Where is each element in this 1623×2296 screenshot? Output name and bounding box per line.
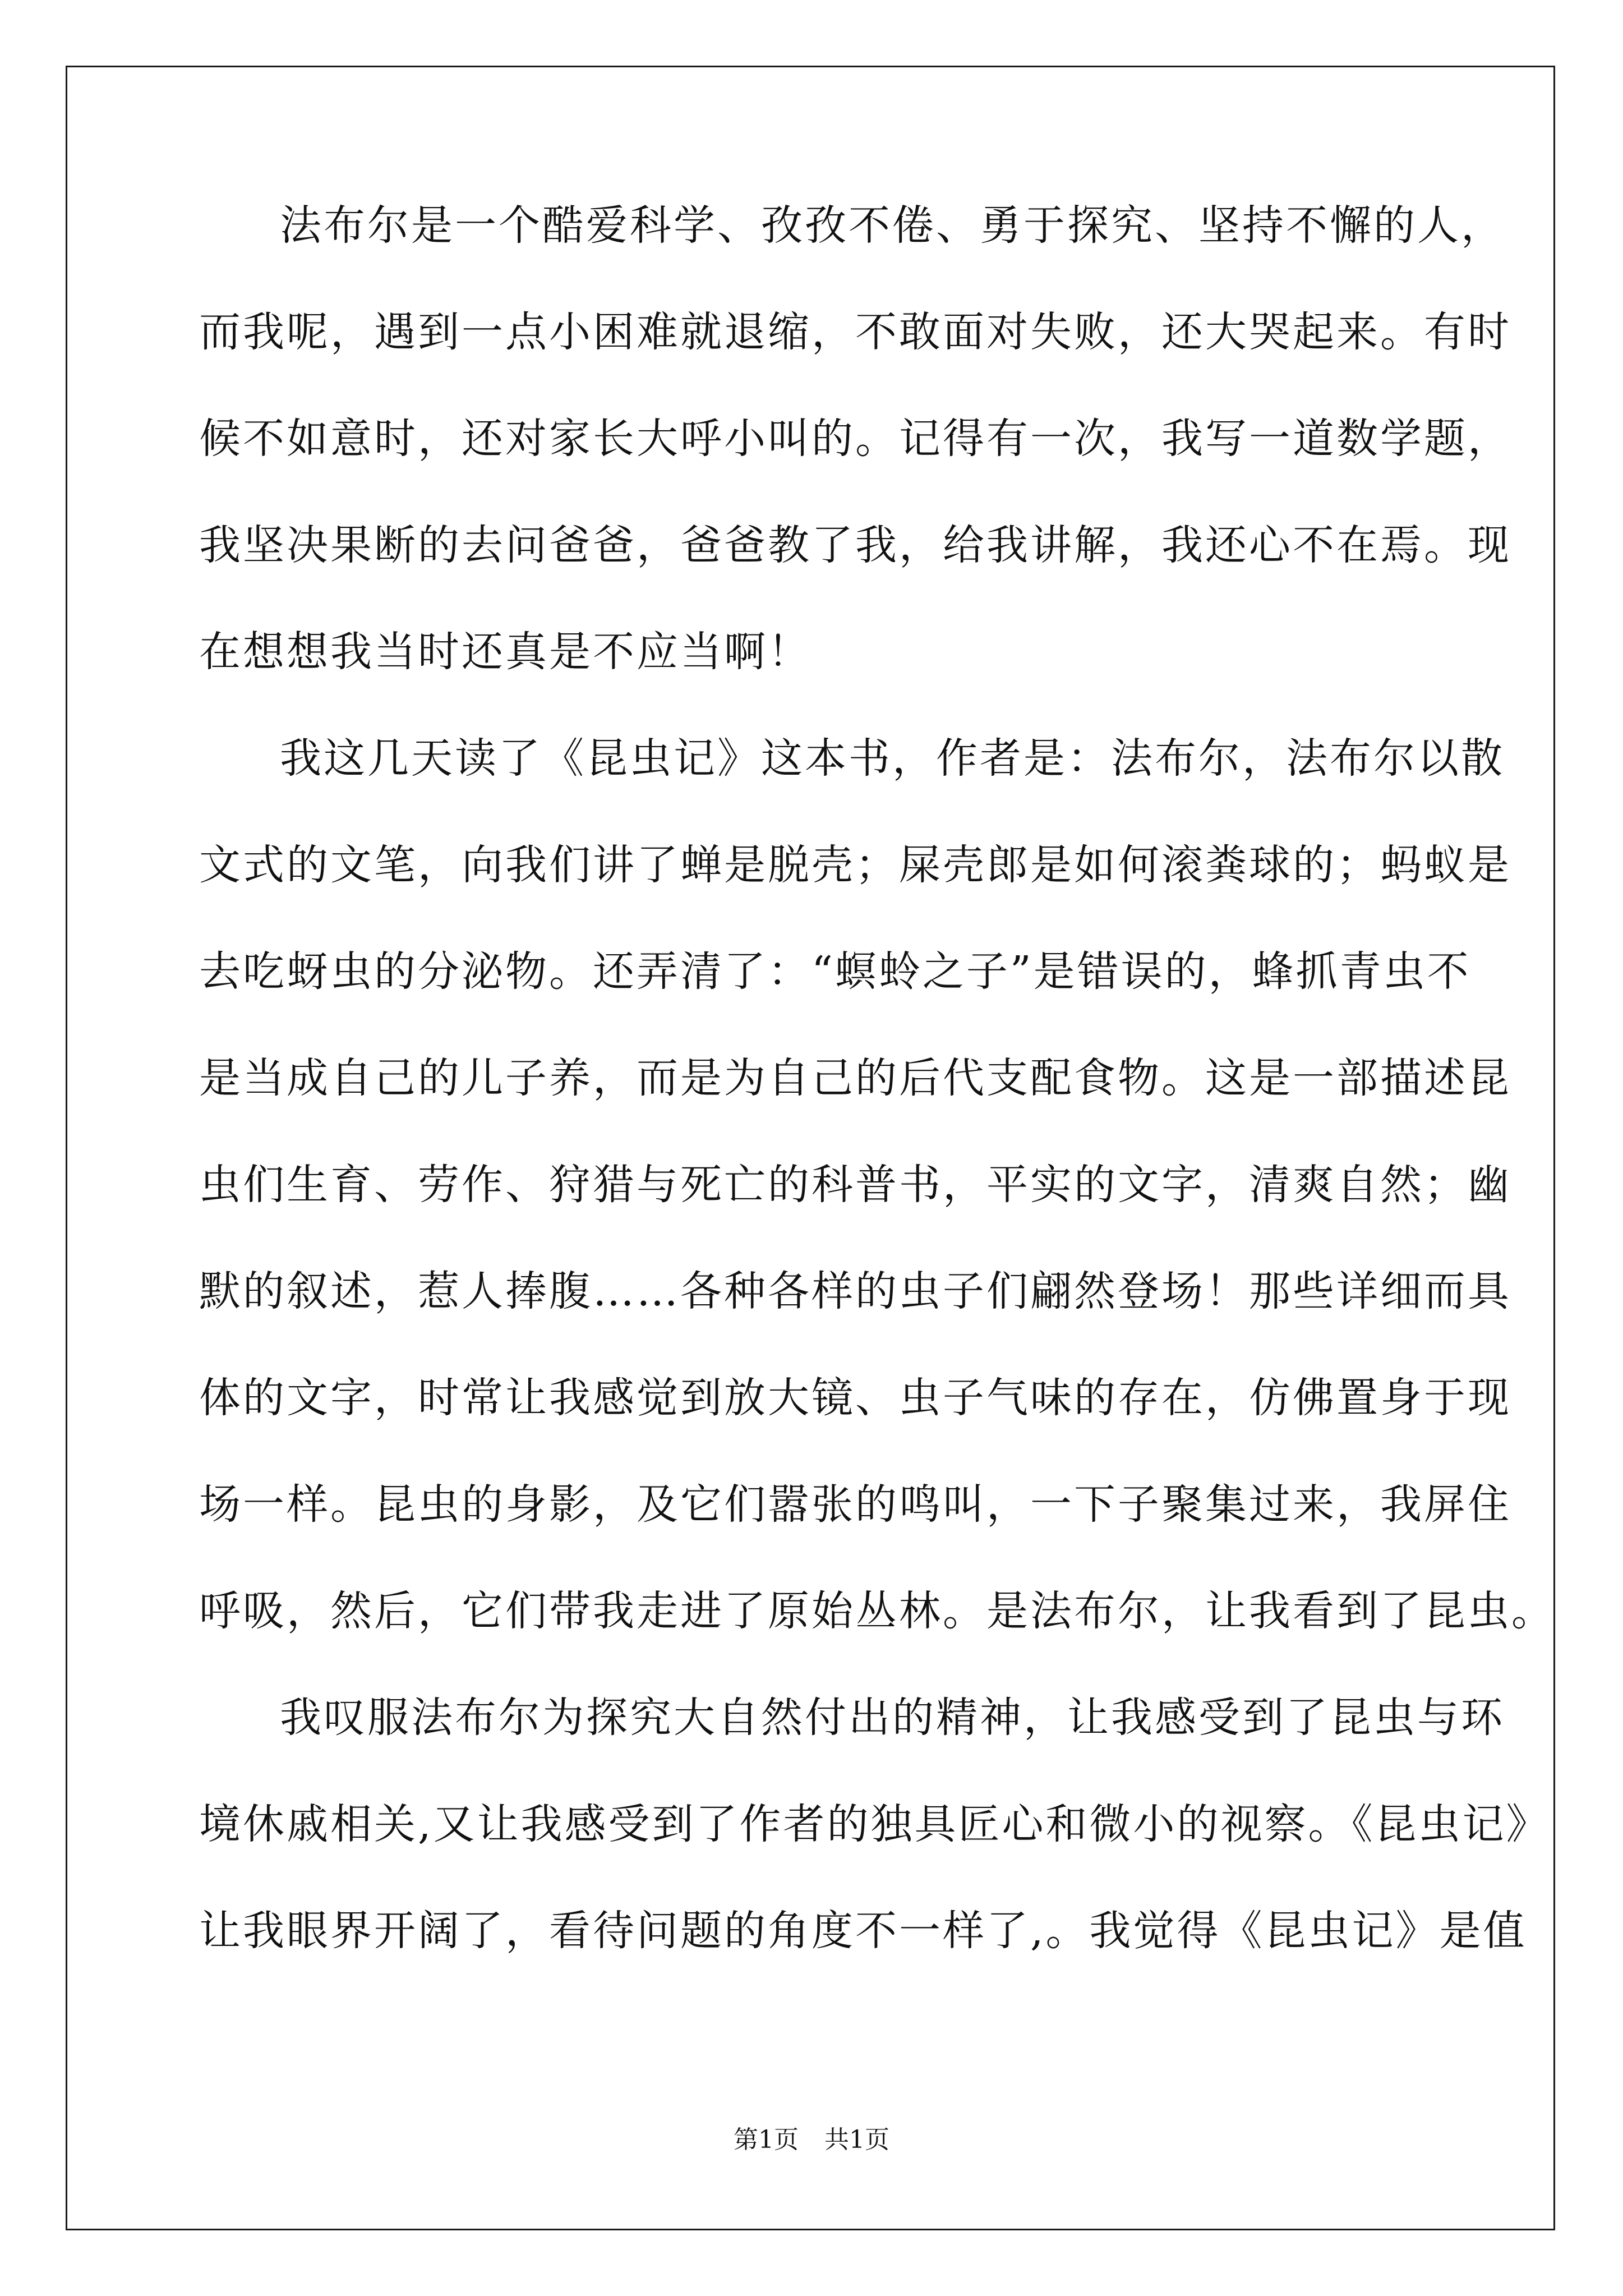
text-line: 我叹服法布尔为探究大自然付出的精神，让我感受到了昆虫与环 [280,1694,1505,1742]
text-line: 候不如意时，还对家长大呼小叫的。记得有一次，我写一道数学题， [199,415,1511,463]
text-line: 文式的文笔，向我们讲了蝉是脱壳；屎壳郎是如何滚粪球的；蚂蚁是 [199,841,1511,889]
text-line: 让我眼界开阔了，看待问题的角度不一样了,。我觉得《昆虫记》是值 [199,1907,1527,1955]
text-line: 呼吸，然后，它们带我走进了原始丛林。是法布尔，让我看到了昆虫。 [199,1587,1555,1635]
text-line: 我这几天读了《昆虫记》这本书，作者是：法布尔，法布尔以散 [280,734,1505,783]
page-number: 第1页 [734,2125,799,2154]
text-line: 境休戚相关,又让我感受到了作者的独具匠心和微小的视察。《昆虫记》 [199,1800,1550,1848]
text-line: 在想想我当时还真是不应当啊！ [199,628,811,676]
text-line: 法布尔是一个酷爱科学、孜孜不倦、勇于探究、坚持不懈的人， [280,201,1505,250]
text-line: 体的文字，时常让我感觉到放大镜、虫子气味的存在，仿佛置身于现 [199,1374,1511,1422]
page-footer [0,2123,1623,2157]
text-line: 我坚决果断的去问爸爸，爸爸教了我，给我讲解，我还心不在焉。现 [199,521,1511,569]
text-line: 而我呢，遇到一点小困难就退缩，不敢面对失败，还大哭起来。有时 [199,308,1511,356]
text-line: 是当成自己的儿子养，而是为自己的后代支配食物。这是一部描述昆 [199,1054,1511,1102]
text-line: 场一样。昆虫的身影，及它们嚣张的鸣叫，一下子聚集过来，我屏住 [199,1480,1511,1529]
text-line: 去吃蚜虫的分泌物。还弄清了：“螟蛉之子”是错误的，蜂抓青虫不 [199,947,1471,996]
page-total: 共1页 [824,2125,889,2154]
text-line: 虫们生育、劳作、狩猎与死亡的科普书，平实的文字，清爽自然；幽 [199,1161,1511,1209]
text-line: 默的叙述，惹人捧腹……各种各样的虫子们翩然登场！那些详细而具 [199,1267,1511,1315]
